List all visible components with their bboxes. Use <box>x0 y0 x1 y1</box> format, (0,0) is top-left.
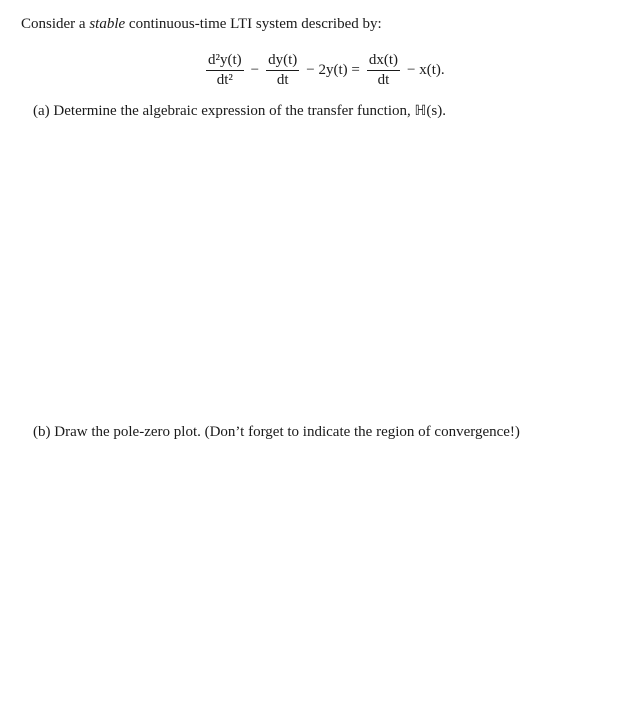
fraction-denominator: dt <box>276 71 289 88</box>
intro-prefix: Consider a <box>21 16 90 32</box>
transfer-function-arg: (s). <box>426 103 446 119</box>
differential-equation <box>204 50 450 90</box>
input-derivative-fraction <box>367 52 400 89</box>
transfer-function-symbol: ℍ <box>414 103 427 119</box>
equation-tail: − x(t). <box>407 61 445 78</box>
intro-suffix: continuous-time LTI system described by: <box>125 16 382 32</box>
intro-emphasis: stable <box>89 16 126 32</box>
part-a-label: (a) <box>33 103 50 119</box>
fraction-numerator: d²y(t) <box>206 52 244 71</box>
middle-terms: − 2y(t) = <box>306 61 360 78</box>
fraction-denominator: dt <box>377 71 390 88</box>
fraction-numerator: dx(t) <box>367 52 400 71</box>
fraction-numerator: dy(t) <box>266 52 299 71</box>
fraction-denominator: dt² <box>216 71 233 88</box>
question-part-b <box>33 424 520 441</box>
first-derivative-fraction <box>266 52 299 89</box>
second-derivative-fraction <box>206 52 244 89</box>
question-part-a <box>33 103 446 120</box>
part-a-text: Determine the algebraic expression of the transfer function, <box>49 103 415 119</box>
part-b-label: (b) <box>33 424 51 440</box>
problem-intro <box>21 16 382 33</box>
part-b-text: Draw the pole-zero plot. (Don’t forget to indicate the region of convergence!) <box>50 424 520 440</box>
minus-operator: − <box>250 61 260 78</box>
